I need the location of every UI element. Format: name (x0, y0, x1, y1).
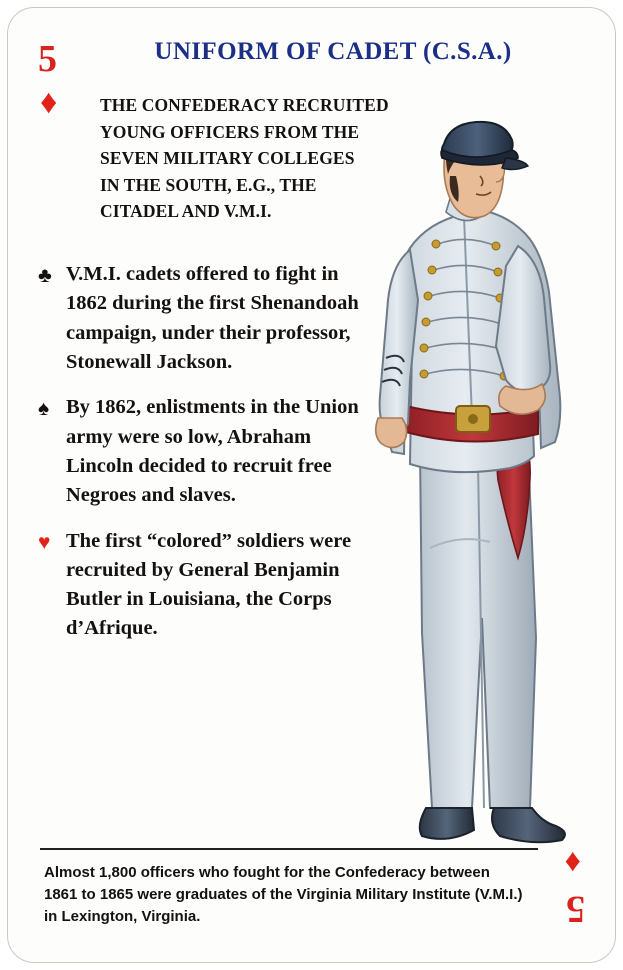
intro-paragraph (100, 92, 400, 225)
intro-line-1: THE CONFEDERACY RECRUITED (100, 95, 389, 115)
club-icon: ♣ (38, 263, 52, 287)
spade-icon: ♠ (38, 396, 50, 421)
diamond-icon-bottom: ♦ (564, 842, 581, 878)
list-item (38, 527, 373, 644)
divider (40, 848, 538, 850)
card-rank-bottom: 5 (566, 888, 585, 930)
playing-card (8, 8, 615, 962)
footnote-text: Almost 1,800 officers who fought for the Confederacy between 1861 to 1865 were graduates of the Virginia Military Institute (V.M.I.) in Lexington, Virginia. (44, 863, 523, 925)
intro-line-2: YOUNG OFFICERS FROM THE (100, 121, 360, 142)
intro-line-4: IN THE SOUTH, E.G., THE (100, 174, 317, 195)
fact-list (38, 260, 373, 660)
intro-line-5: CITADEL AND V.M.I. (100, 201, 272, 222)
diamond-icon-top: ♦ (40, 84, 58, 121)
confederate-cadet-illustration (360, 118, 610, 858)
list-item (38, 260, 373, 377)
intro-line-3: SEVEN MILITARY COLLEGES (100, 148, 355, 169)
heart-icon: ♥ (38, 529, 51, 554)
card-rank-top: 5 (38, 38, 57, 80)
list-item-text: By 1862, enlistments in the Union army were so low, Abraham Lincoln decided to recruit free Negroes and slaves. (66, 396, 359, 507)
list-item-text: V.M.I. cadets offered to fight in 1862 during the first Shenandoah campaign, under their professor, Stonewall Jackson. (66, 263, 359, 373)
list-item-text: The first “colored” soldiers were recruited by General Benjamin Butler in Louisiana, the Corps d’Afrique. (66, 529, 352, 640)
list-item (38, 393, 373, 510)
page-title: UNIFORM OF CADET (C.S.A.) (154, 38, 512, 65)
